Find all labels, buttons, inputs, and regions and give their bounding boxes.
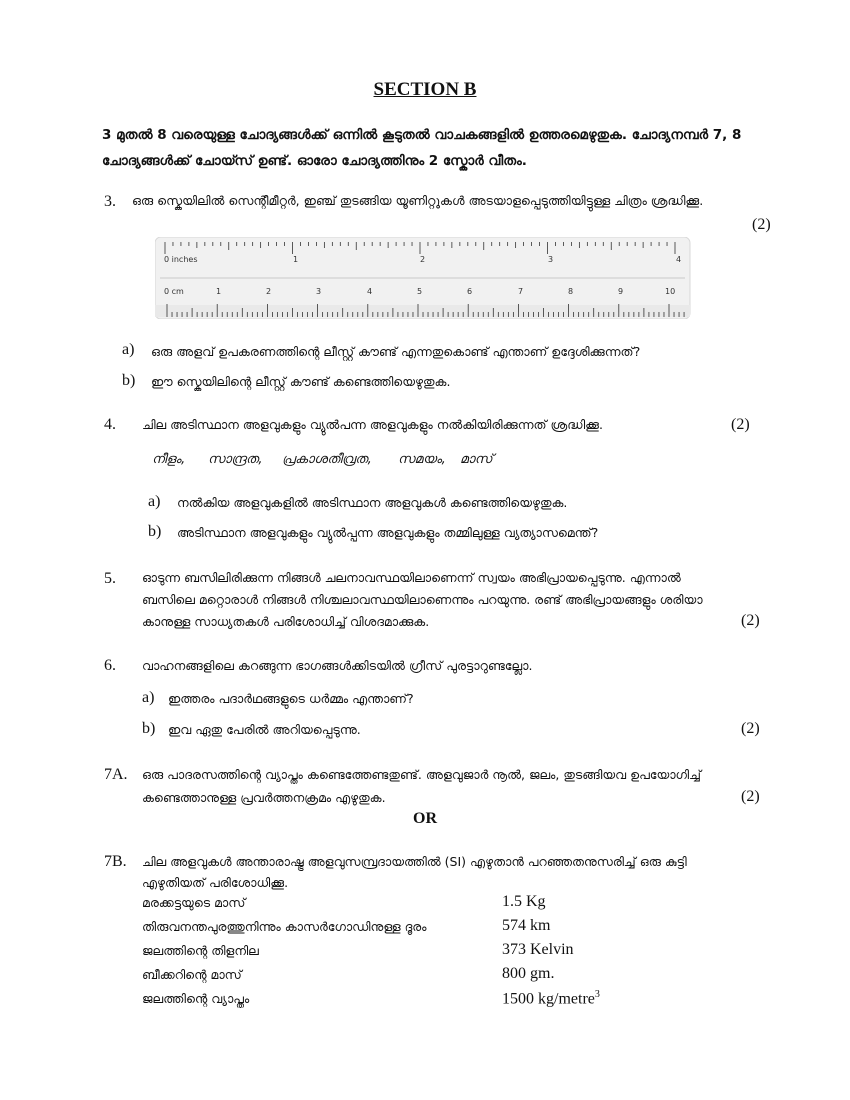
q7a-line2: കണ്ടെത്താനുള്ള പ്രവർത്തനക്രമം എഴുതുക. bbox=[142, 790, 386, 805]
q6-marks: (2) bbox=[741, 720, 760, 737]
cm-tick-label: 3 bbox=[316, 287, 322, 296]
inch-tick-label: 4 bbox=[676, 255, 682, 264]
q3-marks: (2) bbox=[752, 216, 771, 233]
q6b-text: ഇവ ഏതു പേരിൽ അറിയപ്പെടുന്നു. bbox=[168, 722, 361, 737]
section-instructions: 3 മുതൽ 8 വരെയുള്ള ചോദ്യങ്ങൾക്ക് ഒന്നിൽ കൂടുതൽ വാചകങ്ങളിൽ ഉത്തരമെഴുതുക. ചോദ്യനമ്പർ 7, 8 ചോദ്യങ്ങൾക്ക് ചോയ്സ് ഉണ്ട്. ഓരോ ചോദ്യത്തിനും 2 സ്കോർ വീതം. bbox=[102, 127, 742, 169]
q7b-row-label: ബീക്കറിന്റെ മാസ് bbox=[142, 967, 242, 982]
q7b-row-value: 1.5 Kg bbox=[502, 893, 546, 910]
cm-tick-label: 6 bbox=[467, 287, 473, 296]
q4b-label: b) bbox=[148, 523, 162, 540]
cm-tick-label: 9 bbox=[618, 287, 624, 296]
q3-text: ഒരു സ്കെയിലിൽ സെന്റീമീറ്റർ, ഇഞ്ച് തുടങ്ങിയ യൂണിറ്റുകൾ അടയാളപ്പെടുത്തിയിട്ടുള്ള ചിത്രം ശ്രദ്ധിക്കൂ. bbox=[132, 193, 704, 208]
cm-tick-label: 1 bbox=[216, 287, 222, 296]
cm-tick-label: 5 bbox=[417, 287, 423, 296]
q6a-label: a) bbox=[142, 689, 155, 706]
cm-tick-label: 2 bbox=[266, 287, 272, 296]
q6a-text: ഇത്തരം പദാർഥങ്ങളുടെ ധർമ്മം എന്താണ്? bbox=[168, 691, 414, 706]
q7b-line2: എഴുതിയത് പരിശോധിക്കൂ. bbox=[142, 875, 289, 890]
q7b-row-label: തിരുവനന്തപുരത്തുനിന്നും കാസർഗോഡിനുള്ള ദൂരം bbox=[142, 919, 427, 934]
q7b-row-label: മരക്കട്ടയുടെ മാസ് bbox=[142, 895, 246, 910]
q3b-text: ഈ സ്കെയിലിന്റെ ലീസ്റ്റ് കൗണ്ട് കണ്ടെത്തിയെഴുതുക. bbox=[151, 374, 451, 389]
q7b-row-value: 1500 kg/metre$^3$ bbox=[502, 989, 600, 1008]
q3-number: 3. bbox=[104, 193, 116, 210]
cm-tick-label: 4 bbox=[367, 287, 373, 296]
cm-tick-label: 7 bbox=[518, 287, 524, 296]
q6b-label: b) bbox=[142, 720, 156, 737]
q3a-text: ഒരു അളവ് ഉപകരണത്തിന്റെ ലീസ്റ്റ് കൗണ്ട് എന്നതുകൊണ്ട് എന്താണ് ഉദ്ദേശിക്കുന്നത്? bbox=[151, 344, 641, 359]
cm-tick-label: 8 bbox=[568, 287, 574, 296]
q7b-row-label: ജലത്തിന്റെ തിളനില bbox=[142, 943, 259, 958]
q4-quantity: നീളം, bbox=[152, 452, 186, 467]
q7a-marks: (2) bbox=[741, 788, 760, 805]
inch-tick-label: 2 bbox=[420, 255, 426, 264]
q4b-text: അടിസ്ഥാന അളവുകളും വ്യുൽപ്പന്ന അളവുകളും തമ്മിലുള്ള വ്യത്യാസമെന്ത്? bbox=[177, 525, 599, 540]
q3b-label: b) bbox=[122, 372, 136, 389]
q5-marks: (2) bbox=[741, 612, 760, 629]
inch-tick-label: 3 bbox=[548, 255, 554, 264]
cm-tick-label: 10 bbox=[665, 287, 676, 296]
q7a-number: 7A. bbox=[104, 766, 128, 783]
q4-quantity: സാന്ദ്രത, bbox=[208, 452, 263, 467]
cm-label: 0 cm bbox=[164, 287, 184, 296]
q7b-row-value: 373 Kelvin bbox=[502, 941, 574, 958]
q5-line2: ബസിലെ മറ്റൊരാൾ നിങ്ങൾ നിശ്ചലാവസ്ഥയിലാണെന്നും പറയുന്നു. രണ്ട് അഭിപ്രായങ്ങളും ശരിയാ bbox=[142, 592, 703, 607]
q4-quantity: പ്രകാശതീവ്രത, bbox=[282, 452, 372, 467]
section-title: SECTION B bbox=[373, 79, 477, 100]
q4a-label: a) bbox=[148, 493, 161, 510]
q4-text: ചില അടിസ്ഥാന അളവുകളും വ്യുൽപന്ന അളവുകളും നൽകിയിരിക്കുന്നത് ശ്രദ്ധിക്കൂ. bbox=[142, 417, 603, 432]
q7b-number: 7B. bbox=[104, 853, 127, 870]
ruler-bottom-strip bbox=[155, 305, 690, 317]
q7b-row-value: 800 gm. bbox=[502, 965, 555, 982]
q4-number: 4. bbox=[104, 416, 116, 433]
q4-quantity: സമയം, bbox=[398, 452, 446, 467]
q7b-row-value: 574 km bbox=[502, 917, 551, 934]
inch-label: 0 inches bbox=[164, 255, 198, 264]
or-divider: OR bbox=[413, 810, 437, 827]
inch-tick-label: 1 bbox=[293, 255, 299, 264]
q6-number: 6. bbox=[104, 657, 116, 674]
q4-marks: (2) bbox=[731, 416, 750, 433]
q7b-row-label: ജലത്തിന്റെ വ്യാപ്തം bbox=[142, 991, 250, 1006]
superscript: 3 bbox=[594, 989, 600, 1000]
q4-quantity: മാസ് bbox=[460, 452, 493, 467]
q5-line3: കാനുള്ള സാധ്യതകൾ പരിശോധിച്ച് വിശദമാക്കുക. bbox=[142, 614, 430, 629]
q5-line1: ഓടുന്ന ബസിലിരിക്കുന്ന നിങ്ങൾ ചലനാവസ്ഥയിലാണെന്ന് സ്വയം അഭിപ്രായപ്പെടുന്നു. എന്നാൽ bbox=[142, 570, 681, 585]
ruler-image bbox=[155, 237, 700, 319]
q7b-line1: ചില അളവുകൾ അന്താരാഷ്ട്ര അളവുസമ്പ്രദായത്തിൽ (SI) എഴുതാൻ പറഞ്ഞതനുസരിച്ച് ഒരു കുട്ടി bbox=[142, 854, 687, 869]
q5-number: 5. bbox=[104, 570, 116, 587]
q6-text: വാഹനങ്ങളിലെ കറങ്ങുന്ന ഭാഗങ്ങൾക്കിടയിൽ ഗ്രീസ് പുരട്ടാറുണ്ടല്ലോ. bbox=[142, 658, 533, 673]
q7a-line1: ഒരു പാദരസത്തിന്റെ വ്യാപ്തം കണ്ടെത്തേണ്ടതുണ്ട്. അളവുജാർ നൂൽ, ജലം, തുടങ്ങിയവ ഉപയോഗിച്ച് bbox=[142, 767, 701, 782]
q3a-label: a) bbox=[122, 341, 135, 358]
q4a-text: നൽകിയ അളവുകളിൽ അടിസ്ഥാന അളവുകൾ കണ്ടെത്തിയെഴുതുക. bbox=[177, 495, 568, 510]
